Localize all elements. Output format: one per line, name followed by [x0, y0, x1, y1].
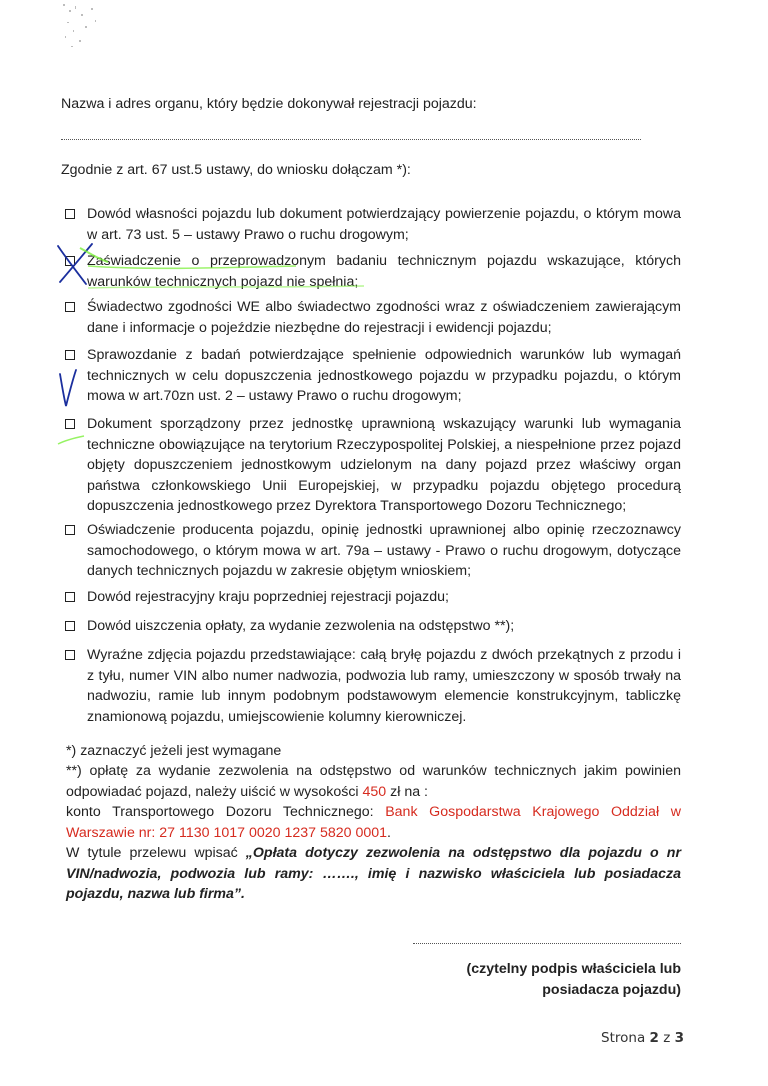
scan-noise [55, 0, 115, 60]
signature-label: (czytelny podpis właściciela lub posiadacza pojazdu) [466, 961, 681, 998]
fee-amount: 450 [362, 783, 387, 800]
item-7-checkbox[interactable] [65, 592, 75, 602]
item-4-checkbox[interactable] [65, 350, 75, 360]
item-4-text: Sprawozdanie z badań potwierdzające spełnienie odpowiednich warunków lub wymagań technicznych w celu dopuszczenia jednostkowego pojazdu w przypadku pojazdu, o którym mowa w art.70zn ust. 2 – ustawy Prawo o ruchu drogowym; [87, 347, 681, 404]
note-fee-suffix: zł na : [386, 783, 428, 800]
item-6-checkbox[interactable] [65, 525, 75, 535]
page-current: 2 [649, 1030, 659, 1046]
item-8-checkbox[interactable] [65, 621, 75, 631]
attach-intro: Zgodnie z art. 67 ust.5 ustawy, do wniosku dołączam *): [61, 162, 411, 178]
page-total: 3 [674, 1030, 684, 1046]
note-fee [66, 761, 681, 802]
item-4-handwritten-v [54, 366, 82, 410]
item-2-text: Zaświadczenie o przeprowadzonym badaniu technicznym pojazdu wskazujące, których warunków technicznych pojazd nie spełnia; [87, 253, 681, 290]
item-9-text: Wyraźne zdjęcia pojazdu przedstawiające: całą bryłę pojazdu z dwóch przekątnych z przodu i z tyłu, numer VIN albo numer nadwozia, podwozia lub ramy, umieszczony w sposób trwały na nadwoziu, ramie lub innym podobnym podstawowym elemencie konstrukcyjnym, tabliczkę znamionową pojazdu, umiejscowienie kolumny kierowniczej. [87, 647, 681, 725]
item-6-text: Oświadczenie producenta pojazdu, opinię jednostki uprawnionej albo opinię rzeczoznawcy samochodowego, o którym mowa w art. 79a – ustawy - Prawo o ruchu drogowym, dotyczące danych technicznych pojazdu w zakresie objętym wnioskiem; [87, 522, 681, 579]
bank-details: Bank Gospodarstwa Krajowego Oddział w Warszawie nr: 27 1130 1017 0020 1237 5820 0001 [66, 804, 681, 841]
note-fee-prefix: **) opłatę za wydanie zezwolenia na odstępstwo od warunków technicznych jakim powinien odpowiadać pojazd, należy uiścić w wysokości [66, 763, 681, 800]
item-5-green-mark [56, 430, 86, 450]
transfer-title-instruction [66, 843, 681, 905]
authority-label: Nazwa i adres organu, który będzie dokonywał rejestracji pojazdu: [61, 96, 477, 112]
item-7-text: Dowód rejestracyjny kraju poprzedniej rejestracji pojazdu; [87, 589, 449, 605]
item-1-text: Dowód własności pojazdu lub dokument potwierdzający powierzenie pojazdu, o którym mowa w art. 73 ust. 5 – ustawy Prawo o ruchu drogowym; [87, 206, 681, 243]
page-prefix: Strona [601, 1030, 650, 1046]
page-sep: z [658, 1030, 675, 1046]
page-number [560, 1030, 684, 1046]
item-9-checkbox[interactable] [65, 650, 75, 660]
item-8-text: Dowód uiszczenia opłaty, za wydanie zezwolenia na odstępstwo **); [87, 618, 515, 634]
transfer-title-prefix: W tytule przelewu wpisać [66, 845, 246, 861]
item-5-checkbox[interactable] [65, 419, 75, 429]
bank-account [66, 802, 681, 843]
item-2-checkbox[interactable] [65, 256, 75, 266]
note-required: *) zaznaczyć jeżeli jest wymagane [66, 743, 282, 759]
account-end: . [387, 824, 391, 841]
item-3-checkbox[interactable] [65, 302, 75, 312]
account-prefix: konto Transportowego Dozoru Technicznego: [66, 804, 386, 820]
item-3-text: Świadectwo zgodności WE albo świadectwo zgodności wraz z oświadczeniem zawierającym dane i informacje o pojeździe niezbędne do rejestracji i ewidencji pojazdu; [87, 299, 681, 336]
signature-line[interactable] [413, 943, 681, 944]
item-5-text: Dokument sporządzony przez jednostkę uprawnioną wskazujący warunki lub wymagania techniczne obowiązujące na terytorium Rzeczypospolitej Polskiej, a niespełnione przez pojazd objęty dopuszczeniem jednostkowym udzielonym na dany pojazd przez właściwy organ państwa członkowskiego Unii Europejskiej, w przypadku pojazdu objętego procedurą dopuszczenia jednostkowego przez Dyrektora Transportowego Dozoru Technicznego; [87, 416, 681, 514]
item-1-checkbox[interactable] [65, 209, 75, 219]
transfer-title-text: „Opłata dotyczy zezwolenia na odstępstwo dla pojazdu o nr VIN/nadwozia, podwozia lub ramy: ……., imię i nazwisko właściciela lub posiadacza pojazdu, nazwa lub firma”. [66, 845, 681, 902]
authority-line[interactable] [61, 139, 641, 140]
